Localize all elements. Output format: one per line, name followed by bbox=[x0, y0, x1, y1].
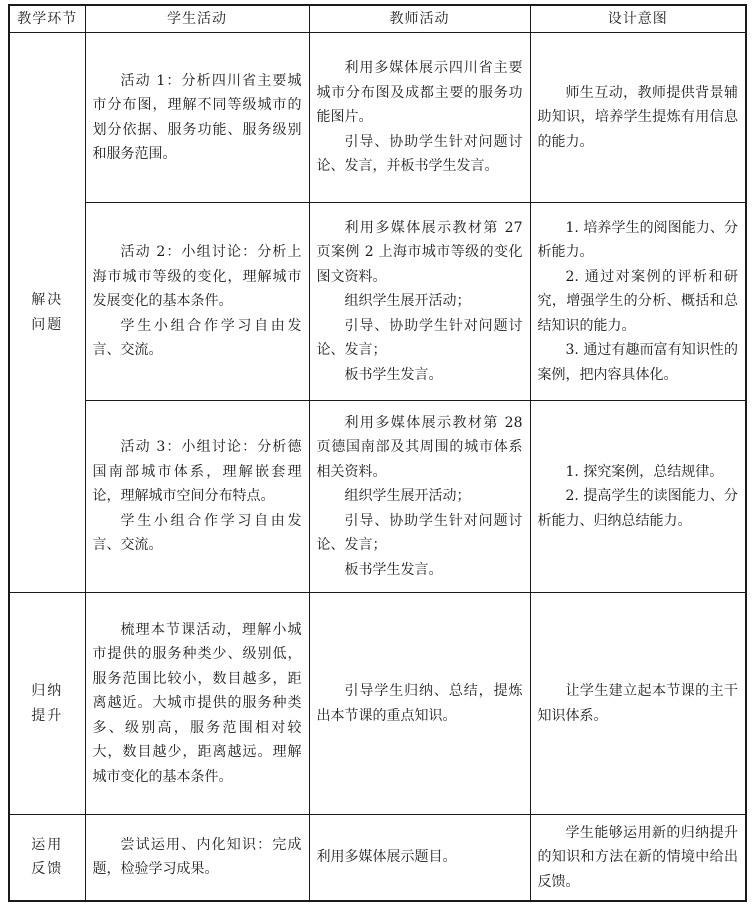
stage-line: 解决 bbox=[31, 292, 64, 308]
table-row bbox=[9, 401, 746, 593]
design-intent-text: 师生互动，教师提供背景辅助知识，培养学生提炼有用信息的能力。 bbox=[537, 84, 738, 150]
design-intent-text: 让学生建立起本节课的主干知识体系。 bbox=[537, 683, 738, 724]
teacher-activity-text: 引导、协助学生针对问题讨论、发言； bbox=[316, 317, 523, 359]
student-activity-text: 学生小组合作学习自由发言、交流。 bbox=[92, 317, 302, 359]
design-intent-text: 2. 提高学生的读图能力、分析能力、归纳总结能力。 bbox=[537, 488, 738, 529]
stage-line: 归纳 bbox=[31, 683, 64, 699]
student-activity-text: 梳理本节课活动，理解小城市提供的服务种类少、级别低，服务范围比较小，数目越多，距离越近。大城市提供的服务种类多、级别高，服务范围相对较大，数目越少，距离越远。理解城市变化的基本条件。 bbox=[92, 621, 302, 785]
header-teacher-activity: 教师活动 bbox=[309, 5, 530, 33]
student-activity-cell bbox=[85, 401, 309, 593]
teacher-activity-cell bbox=[309, 593, 530, 815]
student-activity-cell bbox=[85, 33, 309, 203]
header-stage: 教学环节 bbox=[9, 5, 85, 33]
teacher-activity-cell bbox=[309, 33, 530, 203]
teacher-activity-text: 引导、协助学生针对问题讨论、发言； bbox=[316, 512, 523, 554]
design-intent-text: 1. 培养学生的阅图能力、分析能力。 bbox=[537, 219, 738, 261]
design-intent-text: 3. 通过有趣而富有知识性的案例，把内容具体化。 bbox=[537, 342, 738, 383]
student-activity-text: 活动 3：小组讨论：分析德国南部城市体系，理解嵌套理论，理解城市空间分布特点。 bbox=[92, 439, 302, 505]
teacher-activity-text: 板书学生发言。 bbox=[344, 366, 443, 383]
design-intent-cell bbox=[530, 203, 746, 401]
student-activity-text: 学生小组合作学习自由发言、交流。 bbox=[92, 512, 302, 554]
student-activity-cell bbox=[85, 203, 309, 401]
design-intent-text: 2. 通过对案例的评析和研究，增强学生的分析、概括和总结知识的能力。 bbox=[537, 268, 738, 334]
design-intent-cell bbox=[530, 33, 746, 203]
design-intent-text: 1. 探究案例，总结规律。 bbox=[565, 463, 724, 480]
design-intent-cell bbox=[530, 815, 746, 901]
teacher-activity-cell bbox=[309, 203, 530, 401]
teacher-activity-text: 组织学生展开活动； bbox=[344, 488, 471, 505]
design-intent-text: 学生能够运用新的归纳提升的知识和方法在新的情境中给出反馈。 bbox=[537, 824, 738, 890]
stage-cell-solve-problems bbox=[9, 33, 85, 593]
teacher-activity-text: 利用多媒体展示教材第 28 页德国南部及其周围的城市体系相关资料。 bbox=[316, 414, 523, 480]
teacher-activity-cell bbox=[309, 815, 530, 901]
stage-line: 提升 bbox=[31, 707, 64, 724]
teacher-activity-text: 引导、协助学生针对问题讨论、发言，并板书学生发言。 bbox=[316, 133, 523, 175]
stage-cell-apply-feedback bbox=[9, 815, 85, 901]
teacher-activity-text: 引导学生归纳、总结，提炼出本节课的重点知识。 bbox=[316, 683, 523, 724]
table-row bbox=[9, 593, 746, 815]
teacher-activity-text: 板书学生发言。 bbox=[344, 561, 443, 578]
student-activity-text: 活动 1：分析四川省主要城市分布图，理解不同等级城市的划分依据、服务功能、服务级别和服务范围。 bbox=[92, 72, 302, 162]
stage-line: 问题 bbox=[31, 316, 64, 333]
header-design-intent: 设计意图 bbox=[530, 5, 746, 33]
stage-cell-summarize bbox=[9, 593, 85, 815]
teacher-activity-text: 利用多媒体展示教材第 27 页案例 2 上海市城市等级的变化图文资料。 bbox=[316, 219, 523, 285]
header-student-activity: 学生活动 bbox=[85, 5, 309, 33]
design-intent-cell bbox=[530, 401, 746, 593]
table-row bbox=[9, 203, 746, 401]
lesson-plan-table bbox=[8, 4, 747, 902]
design-intent-cell bbox=[530, 593, 746, 815]
student-activity-cell bbox=[85, 815, 309, 901]
student-activity-text: 活动 2：小组讨论：分析上海市城市等级的变化，理解城市发展变化的基本条件。 bbox=[92, 244, 302, 310]
teacher-activity-cell bbox=[309, 401, 530, 593]
stage-line: 运用 bbox=[31, 836, 64, 853]
teacher-activity-text: 组织学生展开活动； bbox=[344, 293, 471, 310]
teacher-activity-text: 利用多媒体展示四川省主要城市分布图及成都主要的服务功能图片。 bbox=[316, 60, 523, 126]
teacher-activity-text: 利用多媒体展示题目。 bbox=[316, 849, 457, 865]
table-row bbox=[9, 33, 746, 203]
stage-line: 反馈 bbox=[31, 861, 64, 878]
table-header-row bbox=[9, 5, 746, 33]
student-activity-cell bbox=[85, 593, 309, 815]
table-row bbox=[9, 815, 746, 901]
student-activity-text: 尝试运用、内化知识：完成题，检验学习成果。 bbox=[92, 836, 302, 878]
